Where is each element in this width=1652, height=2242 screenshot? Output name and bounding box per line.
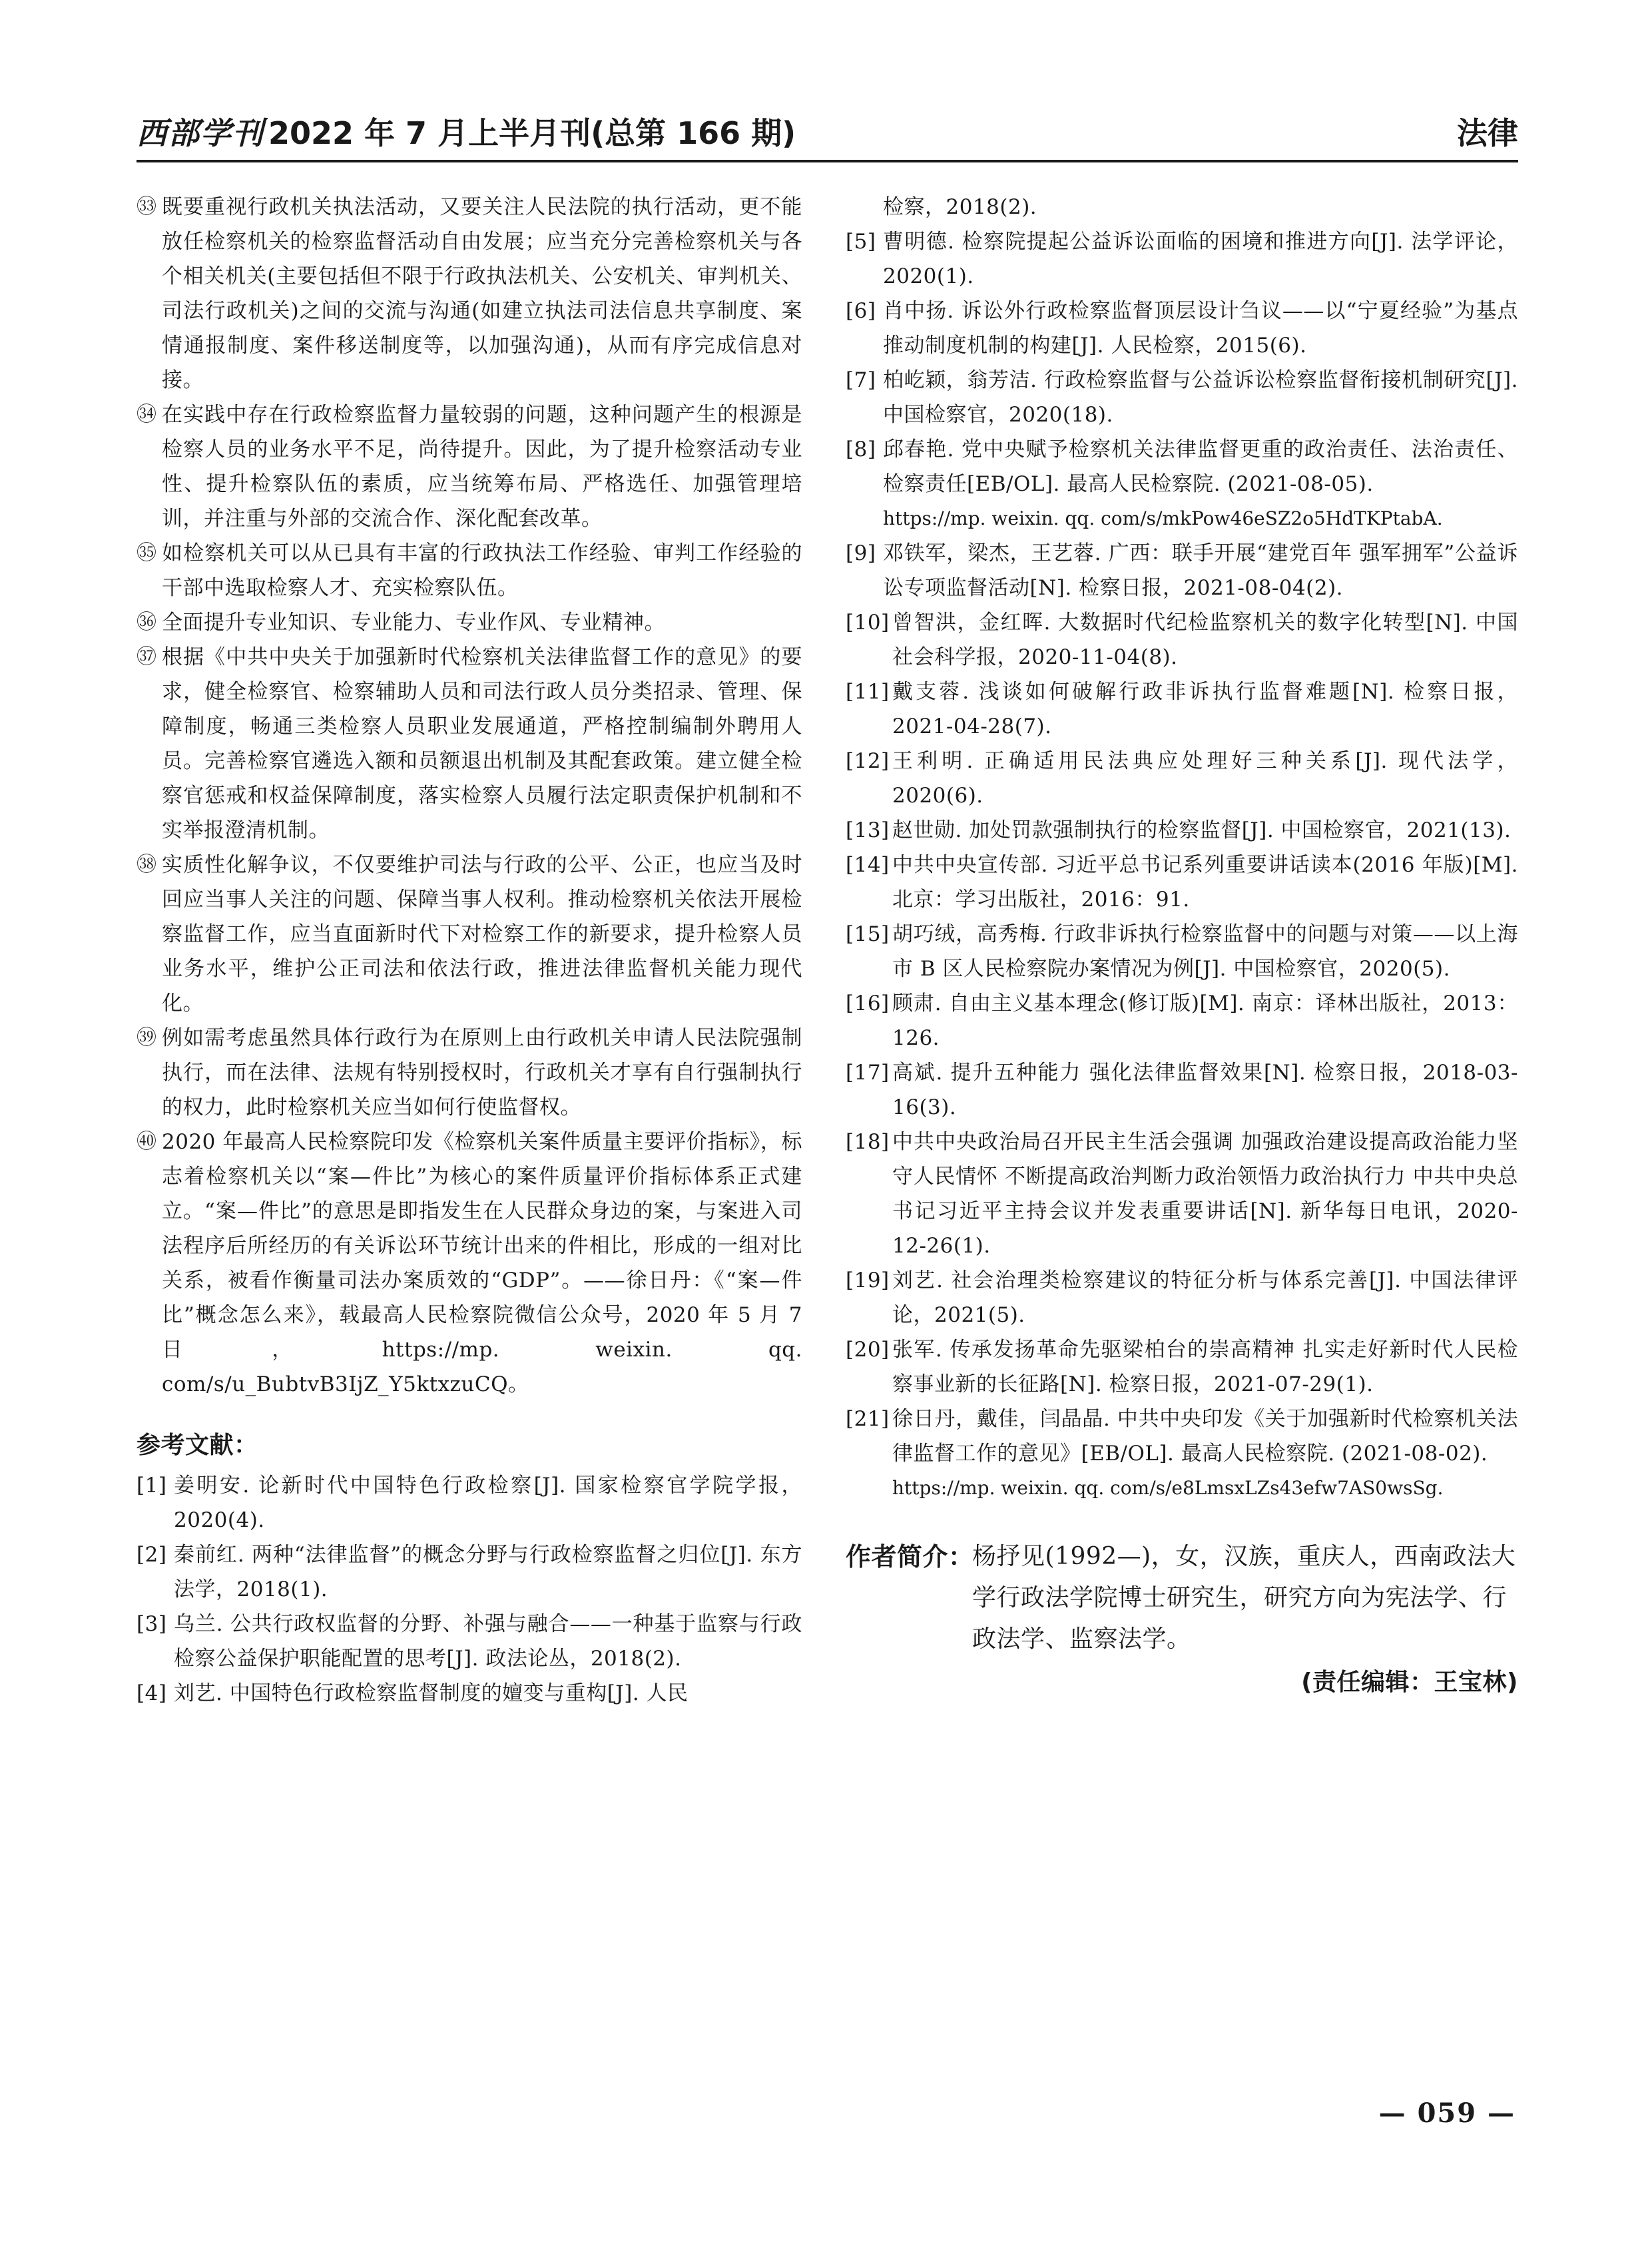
reference-text: 姜明安. 论新时代中国特色行政检察[J]. 国家检察官学院学报，2020(4). <box>174 1474 802 1532</box>
endnote-number: ㊱ <box>137 611 157 634</box>
journal-logo: 西部学刊 <box>137 115 264 151</box>
reference-text: 邓铁军，梁杰，王艺蓉. 广西：联手开展“建党百年 强军拥军”公益诉讼专项监督活动[N]. 检察日报，2021-08-04(2). <box>883 541 1518 600</box>
reference-number: [21] <box>846 1407 890 1431</box>
reference-item <box>846 294 1518 363</box>
reference-number: [4] <box>137 1681 167 1705</box>
endnote-text: 在实践中存在行政检察监督力量较弱的问题，这种问题产生的根源是检察人员的业务水平不足，尚待提升。因此，为了提升检察活动专业性、提升检察队伍的素质，应当统筹布局、严格选任、加强管理培训，并注重与外部的交流合作、深化配套改革。 <box>162 403 802 531</box>
reference-number: [19] <box>846 1268 890 1292</box>
reference-text: 秦前红. 两种“法律监督”的概念分野与行政检察监督之归位[J]. 东方法学，2018(1). <box>174 1543 802 1601</box>
reference-text: 柏屹颖，翁芳洁. 行政检察监督与公益诉讼检察监督衔接机制研究[J]. 中国检察官，2020(18). <box>883 368 1518 427</box>
reference-text: 肖中扬. 诉讼外行政检察监督顶层设计刍议——以“宁夏经验”为基点推动制度机制的构建[J]. 人民检察，2015(6). <box>883 299 1518 358</box>
endnote <box>137 848 802 1021</box>
reference-item <box>137 1676 802 1711</box>
author-bio <box>846 1536 1518 1660</box>
endnotes <box>137 190 802 1402</box>
references-list-left <box>137 1468 802 1711</box>
reference-item <box>137 1607 802 1676</box>
reference-text: 高斌. 提升五种能力 强化法律监督效果[N]. 检察日报，2018-03-16(3). <box>892 1061 1518 1119</box>
responsible-editor: (责任编辑：王宝林) <box>1301 1669 1518 1696</box>
endnote-number: ㊲ <box>137 645 157 669</box>
reference-number: [16] <box>846 991 890 1015</box>
endnote-text: 全面提升专业知识、专业能力、专业作风、专业精神。 <box>162 611 665 635</box>
reference-item <box>846 813 1518 848</box>
reference-text: 中共中央宣传部. 习近平总书记系列重要讲话读本(2016 年版)[M]. 北京：学习出版社，2016：91. <box>892 853 1518 912</box>
journal-issue: 2022 年 7 月上半月刊(总第 166 期) <box>268 115 796 151</box>
reference-url[interactable]: https://mp. weixin. qq. com/s/mkPow46eSZ2o5HdTKPtabA. <box>883 507 1443 529</box>
reference-number: [17] <box>846 1061 890 1085</box>
endnote <box>137 398 802 536</box>
reference-number: [12] <box>846 749 890 773</box>
page-number: — 059 — <box>1378 2098 1515 2129</box>
reference-number: [1] <box>137 1474 167 1498</box>
reference-continuation <box>846 190 1518 224</box>
reference-number: [6] <box>846 299 876 323</box>
reference-text: 邱春艳. 党中央赋予检察机关法律监督更重的政治责任、法治责任、检察责任[EB/OL]. 最高人民检察院. (2021-08-05). <box>883 437 1518 496</box>
endnote-number: ㉟ <box>137 541 157 565</box>
reference-item <box>846 224 1518 294</box>
reference-number: [8] <box>846 437 876 461</box>
author-bio-label: 作者简介： <box>846 1542 974 1571</box>
reference-item <box>846 917 1518 986</box>
reference-text: 王利明. 正确适用民法典应处理好三种关系[J]. 现代法学，2020(6). <box>892 749 1518 808</box>
endnote <box>137 640 802 848</box>
references-heading: 参考文献： <box>137 1432 258 1459</box>
endnote-text: 如检察机关可以从已具有丰富的行政执法工作经验、审判工作经验的干部中选取检察人才、充实检察队伍。 <box>162 541 802 600</box>
reference-number: [13] <box>846 818 890 842</box>
endnote-number: ㊳ <box>137 853 157 876</box>
reference-number: [11] <box>846 680 890 704</box>
reference-text: 乌兰. 公共行政权监督的分野、补强与融合——一种基于监察与行政检察公益保护职能配置的思考[J]. 政法论丛，2018(2). <box>174 1612 802 1671</box>
reference-number: [15] <box>846 922 890 946</box>
reference-continuation-text: 检察，2018(2). <box>883 195 1037 219</box>
reference-text: 曹明德. 检察院提起公益诉讼面临的困境和推进方向[J]. 法学评论，2020(1). <box>883 230 1518 288</box>
reference-number: [2] <box>137 1543 167 1567</box>
journal-title <box>137 113 796 153</box>
reference-text: 顾肃. 自由主义基本理念(修订版)[M]. 南京：译林出版社，2013：126. <box>892 991 1518 1050</box>
reference-item <box>846 1402 1518 1506</box>
section-label: 法律 <box>1457 115 1518 151</box>
reference-number: [5] <box>846 230 876 254</box>
reference-item <box>846 1332 1518 1402</box>
reference-item <box>846 432 1518 536</box>
reference-text: 曾智洪，金红晖. 大数据时代纪检监察机关的数字化转型[N]. 中国社会科学报，2020-11-04(8). <box>892 611 1518 669</box>
reference-item <box>846 675 1518 744</box>
endnote-number: ㊴ <box>137 1026 157 1049</box>
endnote <box>137 605 802 640</box>
reference-text: 刘艺. 中国特色行政检察监督制度的嬗变与重构[J]. 人民 <box>174 1681 688 1705</box>
reference-text: 赵世勋. 加处罚款强制执行的检察监督[J]. 中国检察官，2021(13). <box>892 818 1512 842</box>
endnote-number: ㉞ <box>137 403 157 426</box>
reference-text: 中共中央政治局召开民主生活会强调 加强政治建设提高政治能力坚守人民情怀 不断提高政治判断力政治领悟力政治执行力 中共中央总书记习近平主持会议并发表重要讲话[N]. 新华每日电讯，2020-12-26(1). <box>892 1130 1518 1258</box>
endnote-number: ㉝ <box>137 195 157 218</box>
reference-item <box>137 1468 802 1538</box>
reference-item <box>846 363 1518 432</box>
endnote-text: 2020 年最高人民检察院印发《检察机关案件质量主要评价指标》，标志着检察机关以“案—件比”为核心的案件质量评价指标体系正式建立。“案—件比”的意思是即指发生在人民群众身边的案，与案进入司法程序后所经历的有关诉讼环节统计出来的件相比，形成的一组对比关系，被看作衡量司法办案质效的“GDP”。——徐日丹：《“案—件比”概念怎么来》，载最高人民检察院微信公众号，2020 年 5 月 7 日，https://mp. weixin. qq. com/s/u_BubtvB3IjZ_Y5ktxzuCQ。 <box>162 1130 802 1396</box>
endnote <box>137 536 802 605</box>
endnote <box>137 190 802 398</box>
reference-number: [20] <box>846 1338 890 1362</box>
left-column <box>137 190 802 1711</box>
endnote <box>137 1125 802 1402</box>
reference-item <box>137 1538 802 1607</box>
reference-number: [3] <box>137 1612 167 1636</box>
reference-number: [18] <box>846 1130 890 1154</box>
reference-text: 戴支蓉. 浅谈如何破解行政非诉执行监督难题[N]. 检察日报，2021-04-28(7). <box>892 680 1518 738</box>
reference-text: 刘艺. 社会治理类检察建议的特征分析与体系完善[J]. 中国法律评论，2021(5). <box>892 1268 1518 1327</box>
references-list-right <box>846 224 1518 1506</box>
reference-item <box>846 848 1518 917</box>
reference-number: [7] <box>846 368 876 392</box>
reference-item <box>846 536 1518 605</box>
endnote <box>137 1021 802 1125</box>
endnote-text: 根据《中共中央关于加强新时代检察机关法律监督工作的意见》的要求，健全检察官、检察辅助人员和司法行政人员分类招录、管理、保障制度，畅通三类检察人员职业发展通道，严格控制编制外聘用人员。完善检察官遴选入额和员额退出机制及其配套政策。建立健全检察官惩戒和权益保障制度，落实检察人员履行法定职责保护机制和不实举报澄清机制。 <box>162 645 802 842</box>
reference-url[interactable]: https://mp. weixin. qq. com/s/e8LmsxLZs43efw7AS0wsSg. <box>892 1477 1444 1499</box>
reference-text: 胡巧绒，高秀梅. 行政非诉执行检察监督中的问题与对策——以上海市 B 区人民检察院办案情况为例[J]. 中国检察官，2020(5). <box>892 922 1518 981</box>
page-header <box>137 113 1518 160</box>
reference-item <box>846 1055 1518 1125</box>
endnote-text: 既要重视行政机关执法活动，又要关注人民法院的执行活动，更不能放任检察机关的检察监督活动自由发展；应当充分完善检察机关与各个相关机关(主要包括但不限于行政执法机关、公安机关、审判机关、司法行政机关)之间的交流与沟通(如建立执法司法信息共享制度、案情通报制度、案件移送制度等，以加强沟通)，从而有序完成信息对接。 <box>162 195 802 392</box>
reference-text: 徐日丹，戴佳，闫晶晶. 中共中央印发《关于加强新时代检察机关法律监督工作的意见》[EB/OL]. 最高人民检察院. (2021-08-02). <box>892 1407 1518 1466</box>
reference-item <box>846 744 1518 813</box>
right-column <box>846 190 1518 1703</box>
endnote-text: 例如需考虑虽然具体行政行为在原则上由行政机关申请人民法院强制执行，而在法律、法规有特别授权时，行政机关才享有自行强制执行的权力，此时检察机关应当如何行使监督权。 <box>162 1026 802 1119</box>
reference-item <box>846 986 1518 1055</box>
reference-number: [10] <box>846 611 890 635</box>
reference-item <box>846 1125 1518 1263</box>
reference-number: [14] <box>846 853 890 877</box>
reference-item <box>846 605 1518 675</box>
header-rule <box>137 160 1518 162</box>
reference-item <box>846 1263 1518 1332</box>
author-bio-text: 杨抒见(1992—)，女，汉族，重庆人，西南政法大学行政法学院博士研究生，研究方向为宪法学、行政法学、监察法学。 <box>972 1543 1516 1653</box>
reference-number: [9] <box>846 541 876 565</box>
endnote-number: ㊵ <box>137 1130 157 1153</box>
endnote-text: 实质性化解争议，不仅要维护司法与行政的公平、公正，也应当及时回应当事人关注的问题、保障当事人权利。推动检察机关依法开展检察监督工作，应当直面新时代下对检察工作的新要求，提升检察人员业务水平，维护公正司法和依法行政，推进法律监督机关能力现代化。 <box>162 853 802 1015</box>
reference-text: 张军. 传承发扬革命先驱梁柏台的崇高精神 扎实走好新时代人民检察事业新的长征路[N]. 检察日报，2021-07-29(1). <box>892 1338 1518 1396</box>
